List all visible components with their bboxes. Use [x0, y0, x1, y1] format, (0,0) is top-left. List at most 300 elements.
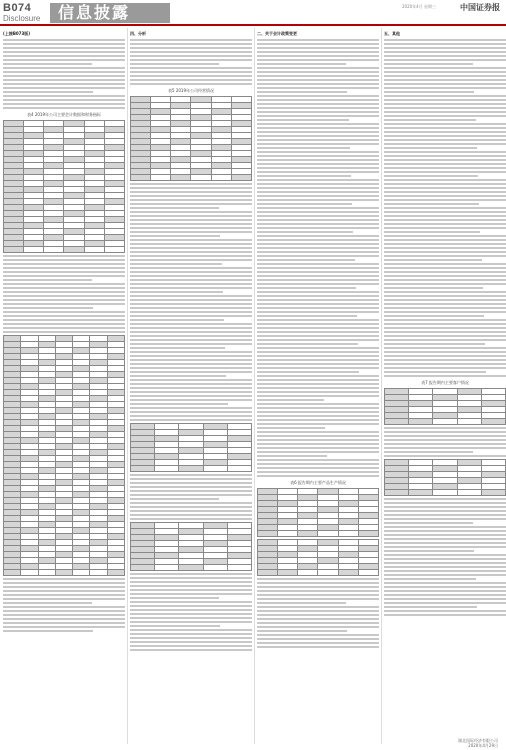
text-line	[257, 590, 379, 592]
text-line	[257, 55, 379, 57]
text-line	[257, 451, 379, 453]
text-line	[3, 107, 125, 109]
table-cell	[227, 466, 251, 472]
text-line	[130, 295, 252, 297]
text-line	[257, 363, 379, 365]
text-line	[384, 171, 506, 173]
text-line	[257, 251, 379, 253]
text-line	[130, 645, 252, 647]
text-line	[130, 291, 223, 293]
text-line	[130, 514, 252, 516]
text-line	[384, 335, 506, 337]
text-line	[257, 638, 379, 640]
text-line	[257, 155, 379, 157]
text-line	[384, 347, 506, 349]
text-line	[3, 299, 125, 301]
text-line	[130, 605, 252, 607]
newspaper-logo: 中国证券报	[460, 2, 500, 12]
text-line	[257, 99, 379, 101]
text-line	[384, 107, 506, 109]
text-line	[257, 151, 379, 153]
text-line	[3, 291, 125, 293]
table-row	[385, 490, 506, 496]
text-line	[384, 439, 506, 441]
table-cell	[298, 570, 318, 576]
text-line	[257, 602, 346, 604]
text-line	[384, 239, 506, 241]
text-line	[384, 558, 506, 560]
text-line	[257, 299, 379, 301]
text-line	[3, 331, 125, 333]
text-line	[130, 79, 252, 81]
text-line	[257, 343, 358, 345]
text-line	[130, 399, 252, 401]
text-line	[130, 383, 252, 385]
section-english-label: Disclosure	[3, 14, 41, 23]
text-line	[3, 303, 125, 305]
text-line	[3, 39, 125, 41]
text-line	[384, 211, 506, 213]
text-line	[257, 391, 379, 393]
text-line	[130, 303, 252, 305]
text-line	[384, 223, 506, 225]
text-line	[130, 311, 252, 313]
text-line	[130, 315, 252, 317]
text-line	[384, 566, 506, 568]
text-line	[384, 319, 506, 321]
text-line	[384, 203, 479, 205]
text-line	[130, 593, 252, 595]
column-divider	[381, 28, 382, 744]
text-line	[384, 447, 506, 449]
text-line	[384, 227, 506, 229]
table-cell	[131, 565, 155, 571]
text-line	[384, 614, 506, 616]
text-line	[384, 307, 506, 309]
text-line	[3, 99, 125, 101]
text-line	[384, 275, 506, 277]
text-line	[257, 395, 379, 397]
text-line	[130, 649, 252, 651]
text-line	[257, 387, 379, 389]
text-line	[384, 375, 506, 377]
text-line	[130, 263, 222, 265]
text-line	[130, 47, 252, 49]
text-line	[384, 215, 506, 217]
text-line	[130, 367, 252, 369]
text-line	[3, 283, 125, 285]
text-line	[257, 95, 379, 97]
text-line	[384, 610, 506, 612]
table-cell	[151, 175, 171, 181]
text-line	[3, 51, 125, 53]
text-line	[130, 307, 252, 309]
table-cell	[21, 570, 38, 576]
table-cell	[227, 565, 251, 571]
text-line	[257, 403, 379, 405]
text-line	[257, 139, 379, 141]
text-line	[384, 327, 506, 329]
text-line	[130, 486, 252, 488]
text-line	[257, 427, 325, 429]
text-line	[384, 51, 506, 53]
text-line	[384, 435, 506, 437]
text-line	[130, 247, 252, 249]
text-line	[384, 522, 473, 524]
table-row	[4, 247, 125, 253]
text-line	[384, 538, 506, 540]
text-line	[384, 530, 506, 532]
text-line	[257, 339, 379, 341]
text-line	[3, 275, 125, 277]
text-line	[384, 502, 506, 504]
text-line	[3, 618, 125, 620]
text-line	[257, 203, 352, 205]
text-line	[3, 315, 125, 317]
text-line	[130, 411, 252, 413]
text-line	[257, 271, 379, 273]
text-line	[384, 267, 506, 269]
text-line	[130, 243, 252, 245]
text-line	[257, 107, 379, 109]
text-line	[257, 323, 379, 325]
text-line	[384, 574, 506, 576]
text-line	[130, 207, 219, 209]
text-line	[257, 331, 379, 333]
text-line	[130, 371, 252, 373]
text-line	[384, 139, 506, 141]
footer-date: 2020年4月29日	[468, 743, 498, 748]
text-line	[384, 506, 506, 508]
table-row	[131, 565, 252, 571]
text-line	[257, 179, 379, 181]
data-table	[384, 459, 506, 496]
text-line	[3, 71, 125, 73]
text-line	[384, 71, 506, 73]
table-cell	[385, 490, 409, 496]
text-line	[257, 111, 379, 113]
text-line	[3, 79, 125, 81]
data-table	[130, 96, 252, 181]
table-cell	[131, 175, 151, 181]
text-line	[257, 227, 379, 229]
data-table	[384, 388, 506, 425]
text-line	[384, 562, 506, 564]
text-line	[257, 630, 347, 632]
text-line	[257, 147, 350, 149]
text-line	[257, 634, 379, 636]
text-line	[130, 39, 252, 41]
text-line	[130, 323, 252, 325]
text-line	[3, 259, 125, 261]
text-line	[257, 347, 379, 349]
table-cell	[231, 175, 251, 181]
text-line	[257, 447, 379, 449]
text-line	[384, 451, 473, 453]
text-line	[130, 223, 252, 225]
text-line	[3, 103, 125, 105]
table-cell	[107, 570, 124, 576]
text-line	[257, 135, 379, 137]
table-cell	[318, 570, 338, 576]
text-line	[257, 443, 379, 445]
text-line	[384, 295, 506, 297]
table-cell	[171, 175, 191, 181]
text-line	[257, 626, 379, 628]
text-line	[3, 602, 92, 604]
table-cell	[409, 490, 433, 496]
text-line	[257, 51, 379, 53]
text-line	[384, 159, 506, 161]
text-line	[257, 115, 379, 117]
text-line	[130, 183, 252, 185]
text-line	[384, 99, 506, 101]
text-line	[384, 427, 506, 429]
text-line	[384, 299, 506, 301]
table-row	[131, 175, 252, 181]
text-line	[257, 239, 379, 241]
column-3	[257, 28, 379, 744]
text-line	[130, 43, 252, 45]
text-line	[384, 594, 506, 596]
text-line	[130, 637, 252, 639]
text-line	[384, 251, 506, 253]
text-line	[384, 95, 506, 97]
text-line	[3, 47, 125, 49]
text-line	[384, 542, 506, 544]
text-line	[130, 271, 252, 273]
text-line	[130, 239, 252, 241]
text-line	[384, 283, 506, 285]
text-line	[384, 191, 506, 193]
text-line	[130, 219, 252, 221]
text-line	[3, 586, 125, 588]
column-2-heading: 四、分析	[130, 31, 146, 36]
text-line	[257, 431, 379, 433]
text-line	[257, 455, 327, 457]
footer-company: 湖北国际经济有限公司	[458, 738, 498, 743]
text-line	[257, 435, 379, 437]
footer-signature	[458, 738, 498, 748]
text-line	[384, 554, 506, 556]
text-line	[384, 195, 506, 197]
text-line	[3, 59, 125, 61]
text-line	[257, 467, 379, 469]
text-line	[384, 279, 506, 281]
text-line	[257, 415, 379, 417]
text-line	[384, 339, 506, 341]
text-line	[257, 243, 379, 245]
text-line	[130, 259, 252, 261]
text-line	[3, 271, 125, 273]
data-table	[3, 335, 125, 576]
table-row	[258, 531, 379, 537]
text-line	[257, 187, 379, 189]
table-cell	[131, 466, 155, 472]
text-line	[384, 570, 506, 572]
text-line	[384, 119, 476, 121]
text-line	[257, 303, 379, 305]
text-line	[257, 439, 379, 441]
text-line	[130, 359, 252, 361]
text-line	[130, 379, 252, 381]
text-line	[130, 577, 252, 579]
text-line	[257, 163, 379, 165]
table-cell	[44, 247, 64, 253]
text-line	[130, 347, 225, 349]
column-divider	[127, 28, 128, 744]
text-line	[130, 609, 252, 611]
text-line	[384, 167, 506, 169]
text-line	[257, 87, 379, 89]
table-cell	[179, 565, 203, 571]
text-line	[130, 75, 252, 77]
text-line	[130, 573, 252, 575]
text-line	[384, 331, 506, 333]
text-line	[257, 315, 357, 317]
text-line	[384, 431, 506, 433]
column-3-table-title: 表6 报告期内主要产品生产情况	[290, 480, 346, 485]
text-line	[3, 91, 93, 93]
text-line	[257, 215, 379, 217]
text-line	[3, 606, 125, 608]
text-line	[3, 598, 125, 600]
text-line	[384, 534, 506, 536]
table-row	[258, 570, 379, 576]
text-line	[384, 231, 480, 233]
text-line	[130, 510, 252, 512]
text-line	[257, 123, 379, 125]
text-line	[384, 147, 477, 149]
text-line	[3, 75, 125, 77]
text-line	[130, 474, 252, 476]
text-line	[257, 79, 379, 81]
text-line	[257, 367, 379, 369]
text-line	[384, 103, 506, 105]
text-line	[130, 633, 252, 635]
text-line	[384, 155, 506, 157]
text-line	[3, 55, 125, 57]
column-4	[384, 28, 506, 744]
table-cell	[258, 570, 278, 576]
text-line	[130, 63, 219, 65]
text-line	[384, 47, 506, 49]
text-line	[130, 494, 252, 496]
text-line	[384, 247, 506, 249]
table-cell	[211, 175, 231, 181]
text-line	[257, 275, 379, 277]
data-table	[257, 539, 379, 576]
text-line	[384, 355, 506, 357]
text-line	[384, 187, 506, 189]
text-line	[130, 597, 219, 599]
text-line	[384, 510, 506, 512]
text-line	[257, 614, 379, 616]
text-line	[130, 255, 252, 257]
table-cell	[203, 565, 227, 571]
text-line	[384, 351, 506, 353]
text-line	[257, 423, 379, 425]
text-line	[384, 111, 506, 113]
text-line	[130, 59, 252, 61]
text-line	[384, 235, 506, 237]
text-line	[130, 343, 252, 345]
text-line	[257, 283, 379, 285]
text-line	[257, 171, 379, 173]
text-line	[384, 271, 506, 273]
column-divider	[254, 28, 255, 744]
text-line	[257, 295, 379, 297]
text-line	[257, 235, 379, 237]
text-line	[384, 303, 506, 305]
text-line	[257, 231, 353, 233]
text-line	[130, 71, 252, 73]
table-cell	[433, 419, 457, 425]
text-line	[130, 231, 252, 233]
text-line	[130, 518, 252, 520]
text-line	[257, 63, 346, 65]
text-line	[3, 319, 125, 321]
text-line	[257, 355, 379, 357]
text-line	[130, 502, 252, 504]
text-line	[257, 379, 379, 381]
text-line	[384, 175, 478, 177]
text-line	[384, 598, 506, 600]
text-line	[130, 617, 252, 619]
text-line	[384, 263, 506, 265]
text-line	[384, 578, 476, 580]
text-line	[257, 219, 379, 221]
text-line	[3, 594, 125, 596]
text-line	[130, 235, 220, 237]
text-line	[384, 518, 506, 520]
table-cell	[358, 531, 378, 537]
text-line	[384, 586, 506, 588]
table-cell	[4, 570, 21, 576]
text-line	[257, 586, 379, 588]
text-line	[3, 626, 125, 628]
text-line	[130, 211, 252, 213]
text-line	[130, 51, 252, 53]
text-line	[130, 641, 252, 643]
table-row	[385, 419, 506, 425]
text-line	[257, 159, 379, 161]
table-cell	[4, 247, 24, 253]
text-line	[257, 463, 379, 465]
text-line	[257, 411, 379, 413]
text-line	[384, 546, 506, 548]
table-cell	[155, 466, 179, 472]
text-line	[257, 199, 379, 201]
text-line	[257, 311, 379, 313]
text-line	[130, 375, 226, 377]
table-cell	[457, 490, 481, 496]
text-line	[130, 363, 252, 365]
text-line	[257, 83, 379, 85]
table-cell	[298, 531, 318, 537]
text-line	[130, 215, 252, 217]
text-line	[384, 127, 506, 129]
text-line	[130, 407, 252, 409]
text-line	[3, 267, 125, 269]
table-cell	[73, 570, 90, 576]
text-line	[384, 91, 474, 93]
text-line	[384, 63, 473, 65]
column-3-heading: 二、关于会计政策变更	[257, 31, 297, 36]
column-4-table-title: 表7 报告期内主要客户情况	[421, 380, 469, 385]
text-line	[130, 355, 252, 357]
text-line	[3, 83, 125, 85]
